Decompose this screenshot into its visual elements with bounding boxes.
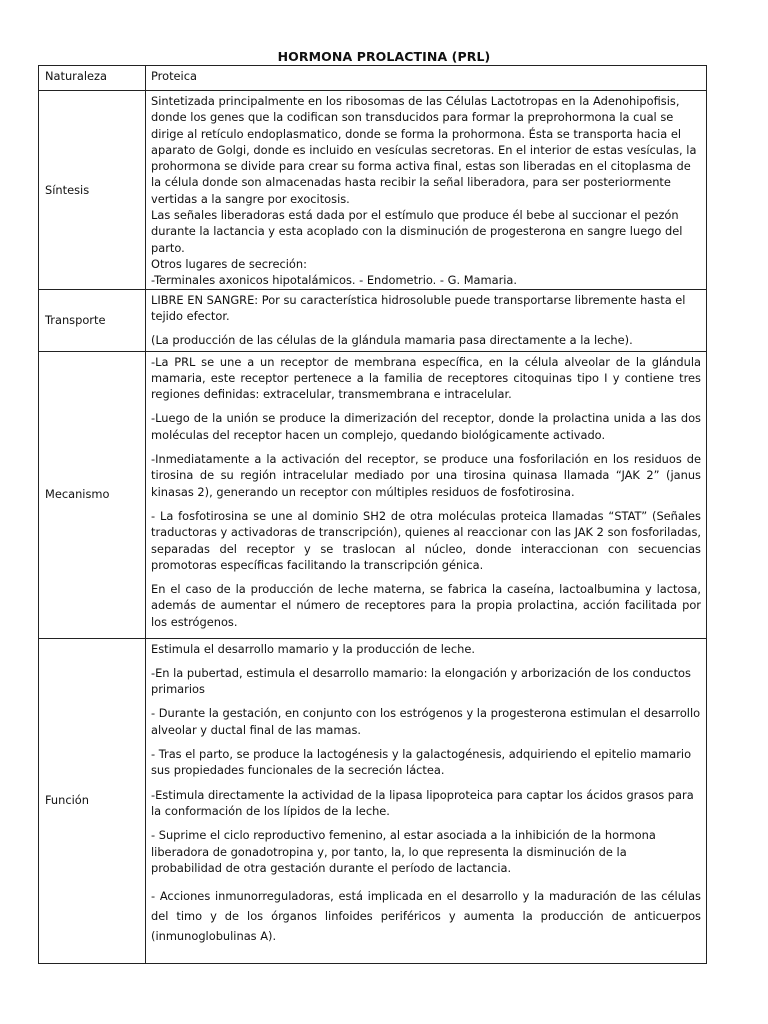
table-row-transporte [39,289,707,351]
row-content [146,66,707,91]
paragraph: Las señales liberadoras está dada por el estímulo que produce él bebe al succionar el pezón durante la lactancia y esta acoplado con la disminución de progesterona en sangre luego del parto. [151,208,683,255]
paragraph: Sintetizada principalmente en los ribosomas de las Células Lactotropas en la Adenohipofisis, donde los genes que la codifican son transducidos para formar la preprohormona la cual se dirige al retículo endoplasmatico, donde se forma la prohormona. Ésta se transporta hacia el aparato de Golgi, donde es incluido en vesículas secretoras. En el interior de estas vesículas, la prohormona se divide para crear su forma activa final, estas son liberadas en el citoplasma de la célula donde son almacenadas hasta recibir la señal liberadora, para ser posteriormente vertidas a la sangre por exocitosis. [151,94,697,206]
paragraph: (La producción de las células de la glándula mamaria pasa directamente a la leche). [151,333,633,348]
paragraph: Estimula el desarrollo mamario y la producción de leche. [151,641,476,656]
page-title: HORMONA PROLACTINA (PRL) [277,49,491,64]
paragraph: -La PRL se une a un receptor de membrana específica, en la célula alveolar de la glándula mamaria, este receptor pertenece a la familia de receptores citoquinas tipo I y contiene tres regiones definidas: extracelular, transmembrana e intracelular. [151,354,701,402]
table-row-sintesis [39,91,707,290]
paragraph: - Tras el parto, se produce la lactogénesis y la galactogénesis, adquiriendo el epitelio mamario sus propiedades funcionales de la secreción láctea. [151,747,692,778]
paragraph: -En la pubertad, estimula el desarrollo mamario: la elongación y arborización de los conductos primarios [151,665,691,697]
paragraph: - Suprime el ciclo reproductivo femenino, al estar asociada a la inhibición de la hormona liberadora de gonadotropina y, por tanto, la, lo que representa la disminución de la probabilidad de otra gestación durante el período de lactancia. [151,828,656,875]
row-content [146,351,707,638]
paragraph: -Estimula directamente la actividad de la lipasa lipoproteica para captar los ácidos grasos para la conformación de los lípidos de la leche. [151,787,694,818]
paragraph: -Inmediatamente a la activación del receptor, se produce una fosforilación en los residuos de tirosina de su región intracelular mediado por una tirosina quinasa llamada “JAK 2” (janus kinasas 2), generando un receptor con múltiples residuos de fosfotirosina. [151,452,701,499]
row-content [146,638,707,963]
row-label: Síntesis [39,91,146,290]
row-label: Función [39,638,146,963]
paragraph: En el caso de la producción de leche materna, se fabrica la caseína, lactoalbumina y lactosa, además de aumentar el número de receptores para la propia prolactina, acción facilitada por los estrógenos. [151,582,701,629]
paragraph: LIBRE EN SANGRE: Por su característica hidrosoluble puede transportarse libremente hasta el tejido efector. [151,292,686,323]
row-label: Naturaleza [39,66,146,91]
paragraph: -Terminales axonicos hipotalámicos. - Endometrio. - G. Mamaria. [151,273,518,288]
paragraph: -Luego de la unión se produce la dimerización del receptor, donde la prolactina unida a las dos moléculas del receptor hacen un complejo, quedando biológicamente activado. [151,411,701,442]
row-label: Transporte [39,289,146,351]
table-row-mecanismo [39,351,707,638]
paragraph: Proteica [151,69,197,83]
table-row-naturaleza [39,66,707,91]
row-label: Mecanismo [39,351,146,638]
row-content [146,91,707,290]
row-content [146,289,707,351]
hormone-table [38,65,707,964]
paragraph: Otros lugares de secreción: [151,256,307,271]
table-row-funcion [39,638,707,963]
paragraph: - La fosfotirosina se une al dominio SH2 de otra moléculas proteica llamadas “STAT” (Señales traductoras y activadoras de transcripción), quienes al reaccionar con las JAK 2 son fosforiladas, separadas del receptor y se traslocan al núcleo, donde interaccionan con secuencias promotoras específicas facilitando la transcripción génica. [151,508,701,572]
paragraph: - Acciones inmunorreguladoras, está implicada en el desarrollo y la maduración de las células del timo y de los órganos linfoides periféricos y aumenta la producción de anticuerpos (inmunoglobulinas A). [151,889,701,944]
paragraph: - Durante la gestación, en conjunto con los estrógenos y la progesterona estimulan el desarrollo alveolar y ductal final de las mamas. [151,706,701,737]
